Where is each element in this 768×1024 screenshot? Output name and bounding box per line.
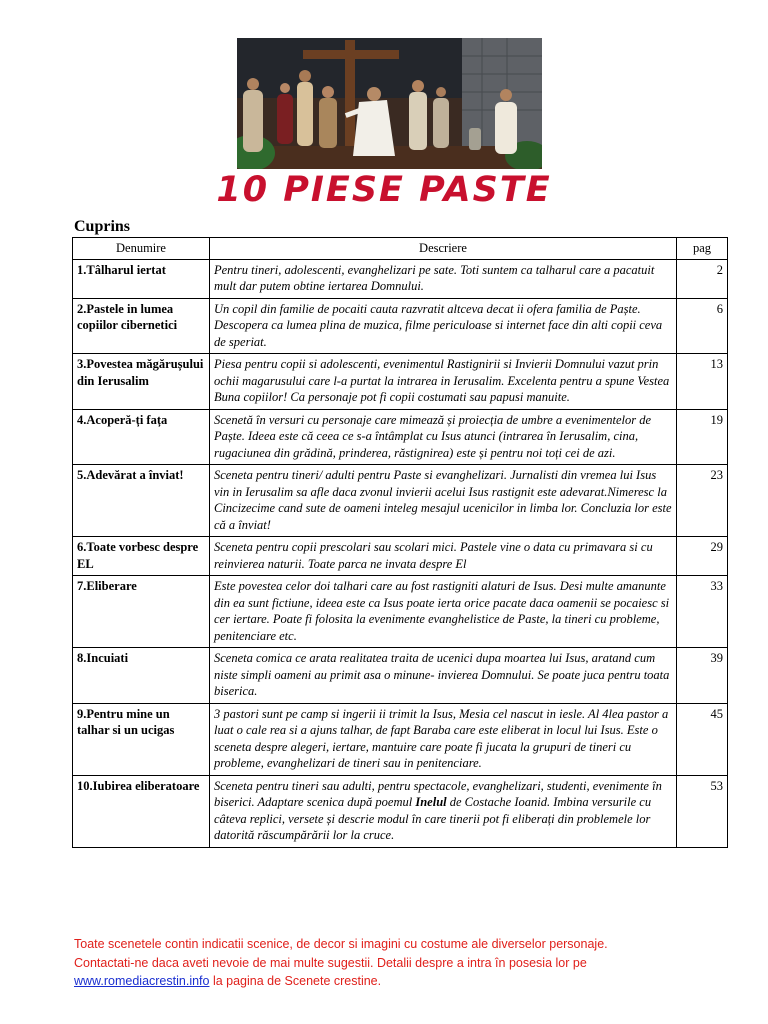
page-number: 29 [677,537,728,576]
table-row [73,409,728,465]
table-row [73,775,728,847]
column-header-name: Denumire [73,238,210,260]
poem-title: Inelul [415,795,447,809]
table-row [73,703,728,775]
play-description: Sceneta comica ce arata realitatea traita de ucenici dupa moartea lui Isus, aratand cum niste simpli oameni au primit asa o minune- invierea Domnului. Se poate juca pentru toata biserica. [210,648,677,704]
table-row [73,354,728,410]
footer-note [74,935,714,991]
page-number: 39 [677,648,728,704]
table-row [73,259,728,298]
play-title: 7.Eliberare [73,576,210,648]
play-title: 1.Tâlharul iertat [73,259,210,298]
page-number: 19 [677,409,728,465]
table-header-row [73,238,728,260]
play-description: Sceneta pentru tineri/ adulti pentru Paste si evanghelizari. Jurnalisti din vremea lui Isus vin in Ierusalim sa afle daca zvonul invierii acelui Isus rastignit este adevarat.Nimeresc la Cincizecime cand sute de oameni inteleg mesajul ucenicilor in limba lor. Concluzia lor este că a înviat! [210,465,677,537]
footer-line [74,972,714,991]
play-title: 3.Povestea măgărușului din Ierusalim [73,354,210,410]
play-description: Este povestea celor doi talhari care au fost rastigniti alaturi de Isus. Desi multe amanunte din ea sunt fictiune, ideea este ca Isus poate ierta orice pacate daca oamenii se pocaiesc si cer iertare. Poate fi folosita la evenimente evanghelistice de Paste, la tineri cu probleme, penitenciare etc. [210,576,677,648]
page-number: 53 [677,775,728,847]
play-title: 9.Pentru mine un talhar si un ucigas [73,703,210,775]
play-title: 6.Toate vorbesc despre EL [73,537,210,576]
description-text: de Costache Ioanid. Imbina versurile cu câteva replici, versete și descrie modul în care tinerii pot fi eliberați din problemele lor datorită răscumpărării lor la cruce. [214,795,652,842]
play-description: Sceneta pentru copii prescolari sau scolari mici. Pastele vine o data cu primavara si cu reinvierea naturii. Toate parca ne invata despre El [210,537,677,576]
toc-heading: Cuprins [74,218,131,235]
footer-line: Toate scenetele contin indicatii scenice, de decor si imagini cu costume ale diverselor personaje. [74,937,608,951]
play-title: 5.Adevărat a înviat! [73,465,210,537]
document-title: 10 PIESE PASTE [216,170,552,210]
page-number: 45 [677,703,728,775]
play-title: 4.Acoperă-ți fața [73,409,210,465]
page-number: 13 [677,354,728,410]
table-row [73,537,728,576]
table-row [73,298,728,354]
page-number: 23 [677,465,728,537]
play-description: 3 pastori sunt pe camp si ingerii ii trimit la Isus, Mesia cel nascut in iesle. Al 4lea pastor a luat o cale rea si a ajuns talhar, de fapt Baraba care este eliberat in locul lui Isus. Este o sceneta despre alegeri, iertare, mantuire care poate fi jucata la grupuri de tineri cu probleme, evanghelizari de tineri sau in penitenciare. [210,703,677,775]
column-header-description: Descriere [210,238,677,260]
footer-line-end: la pagina de Scenete crestine. [209,974,382,988]
description-text: Sceneta pentru tineri sau adulti, pentru spectacole, evanghelizari, studenti, evenimente în biserici. Adaptare scenica după poemul [214,778,662,809]
play-title: 10.Iubirea eliberatoare [73,775,210,847]
play-description [210,775,677,847]
table-row [73,576,728,648]
page-number: 33 [677,576,728,648]
play-description: Un copil din familie de pocaiti cauta razvratit altceva decat ii ofera familia de Paște. Descopera ca lumea plina de muzica, filme periculoase si internet face din alti copii ceva de speriat. [210,298,677,354]
column-header-page: pag [677,238,728,260]
play-title: 2.Pastele in lumea copiilor cibernetici [73,298,210,354]
website-link[interactable]: www.romediacrestin.info [74,974,210,988]
play-description: Pentru tineri, adolescenti, evanghelizari pe sate. Toti suntem ca talharul care a pacatuit mult dar putem obtine iertarea Domnului. [210,259,677,298]
play-title: 8.Incuiati [73,648,210,704]
footer-line: Contactati-ne daca aveti nevoie de mai multe sugestii. Detalii despre a intra în posesia lor pe [74,955,587,970]
play-description: Scenetă în versuri cu personaje care mimează și proiecția de umbre a evenimentelor de Paște. Ideea este că ceea ce s-a întâmplat cu Isus atunci (intrarea în Ierusalim, cina, rugaciunea din grădină, prinderea, răstignirea) este și pentru noi toți cei de azi. [210,409,677,465]
table-row [73,648,728,704]
play-description: Piesa pentru copii si adolescenti, evenimentul Rastignirii si Invierii Domnului vazut prin ochii magarusului care l-a purtat la intrarea in Ierusalim. Excelenta pentru a spune Vestea Buna copiilor! Ca personaje pot fi copii costumati sau papusi manuite. [210,354,677,410]
easter-play-photo [237,38,542,169]
table-row [73,465,728,537]
page-number: 2 [677,259,728,298]
page-number: 6 [677,298,728,354]
toc-table [72,237,728,848]
